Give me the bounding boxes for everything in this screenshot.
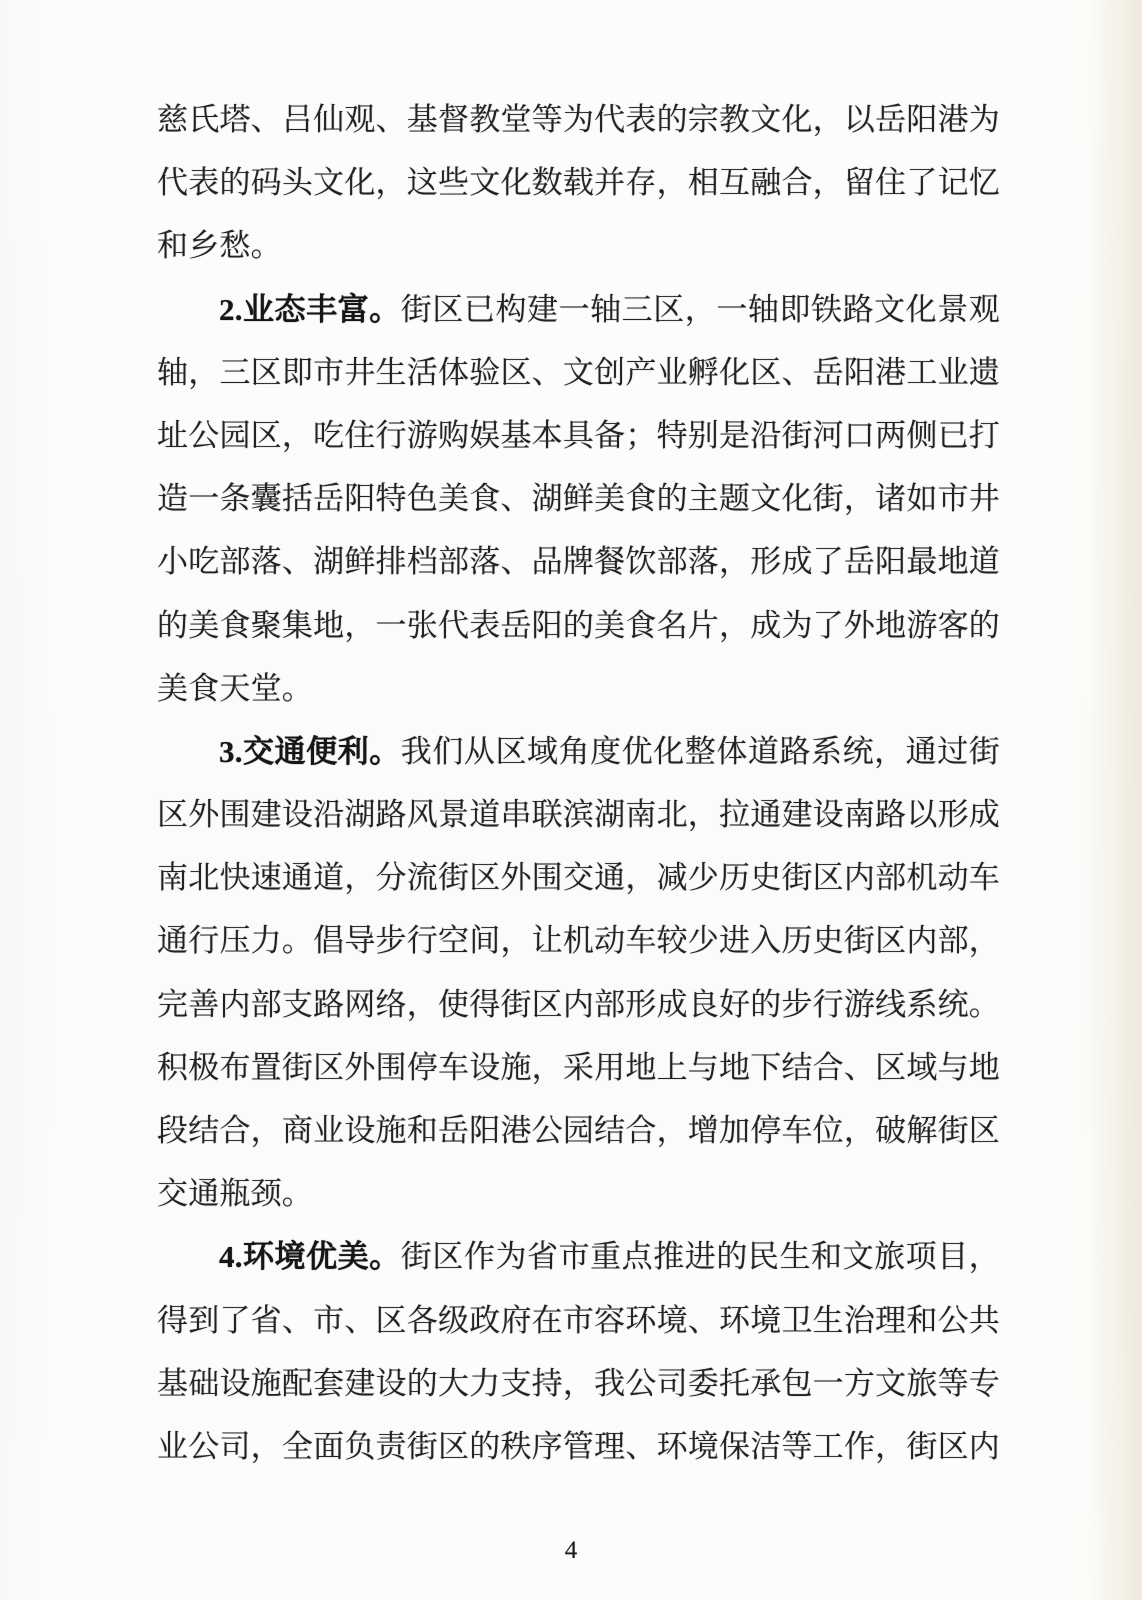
body-text-line: 完善内部支路网络，使得街区内部形成良好的步行游线系统。 <box>157 986 1000 1022</box>
body-text-line <box>157 1225 1000 1288</box>
body-text-line: 小吃部落、湖鲜排档部落、品牌餐饮部落，形成了岳阳最地道 <box>157 544 1000 580</box>
body-text-line: 慈氏塔、吕仙观、基督教堂等为代表的宗教文化，以岳阳港为 <box>157 102 1000 137</box>
body-text-line: 积极布置街区外围停车设施，采用地上与地下结合、区域与地 <box>157 1049 1000 1085</box>
body-text-line: 得到了省、市、区各级政府在市容环境、环境卫生治理和公共 <box>157 1302 1000 1338</box>
body-text-line: 美食天堂。 <box>157 670 313 706</box>
body-text: 街区作为省市重点推进的民生和文旅项目， <box>400 1239 1000 1275</box>
body-text-line <box>157 720 1000 783</box>
section-2-heading: 2.业态丰富。 <box>219 291 401 327</box>
body-text-line: 基础设施配套建设的大力支持，我公司委托承包一方文旅等专 <box>157 1365 1000 1401</box>
body-text-line: 南北快速通道，分流街区外围交通，减少历史街区内部机动车 <box>157 860 1000 896</box>
body-text-line: 段结合，商业设施和岳阳港公园结合，增加停车位，破解街区 <box>157 1113 1000 1148</box>
body-text-line: 业公司，全面负责街区的秩序管理、环境保洁等工作，街区内 <box>157 1428 1000 1464</box>
body-text-line: 址公园区，吃住行游购娱基本具备；特别是沿街河口两侧已打 <box>157 417 1000 453</box>
body-text-line: 的美食聚集地，一张代表岳阳的美食名片，成为了外地游客的 <box>157 607 1000 643</box>
body-text-line <box>157 278 1000 341</box>
body-text-line: 轴，三区即市井生活体验区、文创产业孵化区、岳阳港工业遗 <box>157 354 1000 390</box>
section-3-heading: 3.交通便利。 <box>219 733 401 769</box>
section-4-heading: 4.环境优美。 <box>219 1239 401 1275</box>
page-number: 4 <box>564 1537 578 1564</box>
body-text: 街区已构建一轴三区，一轴即铁路文化景观 <box>400 291 1000 327</box>
body-text-line: 代表的码头文化，这些文化数载并存，相互融合，留住了记忆 <box>157 165 1000 201</box>
body-text-line: 造一条囊括岳阳特色美食、湖鲜美食的主题文化街，诸如市井 <box>157 481 1000 517</box>
body-text-line: 交通瓶颈。 <box>157 1176 313 1212</box>
body-text: 我们从区域角度优化整体道路系统，通过街 <box>400 733 1000 769</box>
body-text-line: 和乡愁。 <box>157 228 282 264</box>
body-text-line: 通行压力。倡导步行空间，让机动车较少进入历史街区内部， <box>157 923 1000 959</box>
body-text-line: 区外围建设沿湖路风景道串联滨湖南北，拉通建设南路以形成 <box>157 797 1000 833</box>
document-body <box>157 88 1000 1478</box>
